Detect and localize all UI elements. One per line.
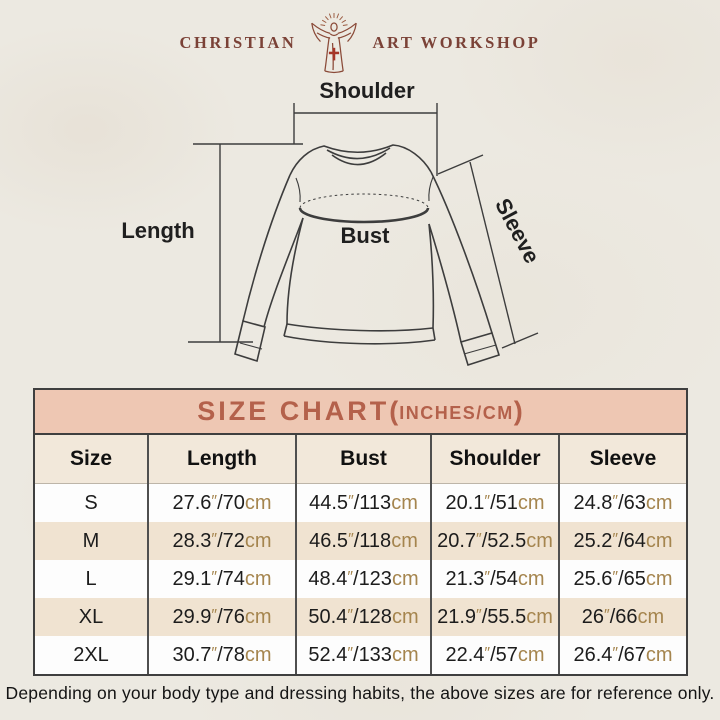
- column-header-size: Size: [35, 435, 148, 484]
- inch-value: 26.4: [573, 643, 613, 666]
- cm-value: 118: [359, 529, 392, 552]
- inch-value: 22.4: [445, 643, 485, 666]
- inch-mark: ″: [612, 644, 619, 662]
- cm-value: 113: [359, 491, 392, 514]
- cm-label: cm: [645, 643, 673, 666]
- inch-value: 30.7: [172, 643, 212, 666]
- cm-label: cm: [517, 567, 545, 590]
- brand-name-right: ART WORKSHOP: [372, 33, 541, 52]
- footer-note: Depending on your body type and dressing habits, the above sizes are for reference only.: [5, 683, 715, 703]
- table-row-2xl: [35, 636, 686, 674]
- slash: /: [217, 529, 223, 552]
- inch-value: 21.9: [437, 605, 477, 628]
- jesus-rays-logo-icon: [305, 12, 363, 74]
- slash: /: [609, 605, 616, 628]
- slash: /: [481, 605, 488, 628]
- shoulder-cell: [431, 560, 559, 598]
- table-row-m: [35, 522, 686, 560]
- title-text: SIZE CHART: [197, 396, 390, 426]
- inch-mark: ″: [211, 568, 218, 586]
- cm-value: 123: [358, 567, 392, 590]
- sleeve-cell: [559, 560, 686, 598]
- column-header-length: Length: [148, 435, 296, 484]
- slash: /: [481, 529, 488, 552]
- cm-label: cm: [244, 643, 272, 666]
- inch-value: 24.8: [573, 491, 613, 514]
- cm-value: 63: [623, 491, 646, 514]
- cm-value: 74: [222, 567, 245, 590]
- slash: /: [490, 643, 496, 666]
- shoulder-cell: [431, 636, 559, 674]
- slash: /: [618, 567, 624, 590]
- inch-value: 27.6: [172, 491, 212, 514]
- length-label: Length: [121, 218, 195, 243]
- column-header-shoulder: Shoulder: [431, 435, 559, 484]
- inch-value: 52.4: [308, 643, 348, 666]
- cm-value: 67: [623, 643, 646, 666]
- size-value: L: [85, 567, 97, 590]
- slash: /: [217, 567, 223, 590]
- inch-mark: ″: [348, 492, 354, 510]
- cm-label: cm: [517, 491, 545, 514]
- inch-value: 25.6: [573, 567, 613, 590]
- size-value: M: [82, 529, 100, 552]
- sleeve-cell: [559, 636, 686, 674]
- cm-label: cm: [517, 643, 545, 666]
- inch-value: 20.7: [437, 529, 477, 552]
- inch-value: 29.9: [172, 605, 212, 628]
- slash: /: [490, 567, 496, 590]
- inch-value: 46.5: [309, 529, 349, 552]
- inch-value: 25.2: [573, 529, 613, 552]
- length-cell: [148, 560, 296, 598]
- inch-mark: ″: [604, 606, 610, 624]
- size-cell: [35, 598, 148, 636]
- cm-label: cm: [526, 605, 553, 628]
- header-row: [35, 435, 686, 484]
- cm-value: 51: [495, 491, 518, 514]
- slash: /: [353, 643, 359, 666]
- inch-value: 29.1: [172, 567, 212, 590]
- cm-value: 57: [495, 643, 518, 666]
- cm-value: 70: [222, 491, 245, 514]
- inch-mark: ″: [476, 530, 482, 548]
- cm-value: 72: [222, 529, 245, 552]
- bust-cell: [296, 522, 431, 560]
- slash: /: [353, 491, 360, 514]
- inch-mark: ″: [484, 568, 491, 586]
- cm-value: 54: [495, 567, 518, 590]
- bust-cell: [296, 636, 431, 674]
- size-cell: [35, 560, 148, 598]
- inch-value: 50.4: [308, 605, 348, 628]
- shoulder-cell: [431, 522, 559, 560]
- size-value: S: [84, 491, 98, 514]
- cm-value: 78: [222, 643, 245, 666]
- cm-label: cm: [391, 491, 418, 514]
- cm-label: cm: [244, 605, 272, 628]
- slash: /: [618, 643, 624, 666]
- cm-value: 65: [623, 567, 646, 590]
- shoulder-cell: [431, 484, 559, 523]
- size-value: 2XL: [73, 643, 109, 666]
- slash: /: [217, 643, 223, 666]
- cm-label: cm: [391, 643, 419, 666]
- inch-mark: ″: [476, 606, 482, 624]
- inch-mark: ″: [612, 492, 619, 510]
- cm-label: cm: [391, 605, 419, 628]
- slash: /: [217, 605, 223, 628]
- bust-cell: [296, 484, 431, 523]
- bust-label: Bust: [340, 223, 390, 248]
- length-cell: [148, 598, 296, 636]
- sweater-drawing: [235, 145, 499, 365]
- sleeve-cell: [559, 598, 686, 636]
- inch-mark: ″: [347, 606, 353, 624]
- sleeve-label: Sleeve: [490, 194, 545, 268]
- size-chart-title: [35, 390, 686, 435]
- cm-value: 76: [222, 605, 245, 628]
- inch-mark: ″: [484, 492, 491, 510]
- table-row-s: [35, 484, 686, 523]
- shoulder-label: Shoulder: [319, 78, 415, 103]
- inch-value: 20.1: [445, 491, 485, 514]
- sleeve-cell: [559, 484, 686, 523]
- inch-value: 21.3: [445, 567, 485, 590]
- cm-label: cm: [391, 567, 419, 590]
- cm-label: cm: [645, 529, 673, 552]
- bust-cell: [296, 560, 431, 598]
- inch-value: 26: [581, 605, 605, 628]
- cm-label: cm: [244, 491, 272, 514]
- length-cell: [148, 636, 296, 674]
- inch-mark: ″: [347, 644, 353, 662]
- column-header-bust: Bust: [296, 435, 431, 484]
- cm-value: 133: [358, 643, 392, 666]
- slash: /: [618, 491, 624, 514]
- size-chart-table: [35, 435, 686, 674]
- table-row-xl: [35, 598, 686, 636]
- inch-mark: ″: [347, 568, 353, 586]
- cm-value: 55.5: [487, 605, 527, 628]
- inch-mark: ″: [612, 530, 619, 548]
- inch-mark: ″: [211, 606, 218, 624]
- inch-value: 48.4: [308, 567, 348, 590]
- size-cell: [35, 636, 148, 674]
- slash: /: [217, 491, 223, 514]
- column-header-sleeve: Sleeve: [559, 435, 686, 484]
- inch-mark: ″: [211, 644, 218, 662]
- inch-mark: ″: [612, 568, 619, 586]
- slash: /: [353, 605, 359, 628]
- title-paren-close: ): [513, 396, 524, 426]
- title-paren-open: (: [389, 396, 400, 426]
- slash: /: [618, 529, 624, 552]
- brand-logo: [0, 10, 720, 76]
- length-cell: [148, 522, 296, 560]
- cm-label: cm: [526, 529, 553, 552]
- table-row-l: [35, 560, 686, 598]
- size-cell: [35, 484, 148, 523]
- inch-mark: ″: [348, 530, 354, 548]
- cm-value: 128: [358, 605, 392, 628]
- shoulder-cell: [431, 598, 559, 636]
- cm-value: 52.5: [487, 529, 527, 552]
- size-value: XL: [78, 605, 104, 628]
- slash: /: [353, 567, 359, 590]
- inch-mark: ″: [484, 644, 491, 662]
- size-cell: [35, 522, 148, 560]
- cm-label: cm: [244, 567, 272, 590]
- inch-value: 28.3: [172, 529, 212, 552]
- cm-label: cm: [645, 491, 673, 514]
- brand-name-left: CHRISTIAN: [179, 33, 297, 52]
- inch-mark: ″: [211, 530, 218, 548]
- inch-value: 44.5: [309, 491, 349, 514]
- cm-label: cm: [244, 529, 272, 552]
- slash: /: [490, 491, 496, 514]
- title-units: INCHES/CM: [399, 402, 514, 423]
- cm-label: cm: [637, 605, 665, 628]
- slash: /: [353, 529, 360, 552]
- sleeve-cell: [559, 522, 686, 560]
- cm-value: 66: [615, 605, 638, 628]
- inch-mark: ″: [211, 492, 218, 510]
- length-cell: [148, 484, 296, 523]
- size-chart: [33, 388, 688, 676]
- cm-label: cm: [645, 567, 673, 590]
- cm-label: cm: [391, 529, 418, 552]
- bust-cell: [296, 598, 431, 636]
- cm-value: 64: [623, 529, 646, 552]
